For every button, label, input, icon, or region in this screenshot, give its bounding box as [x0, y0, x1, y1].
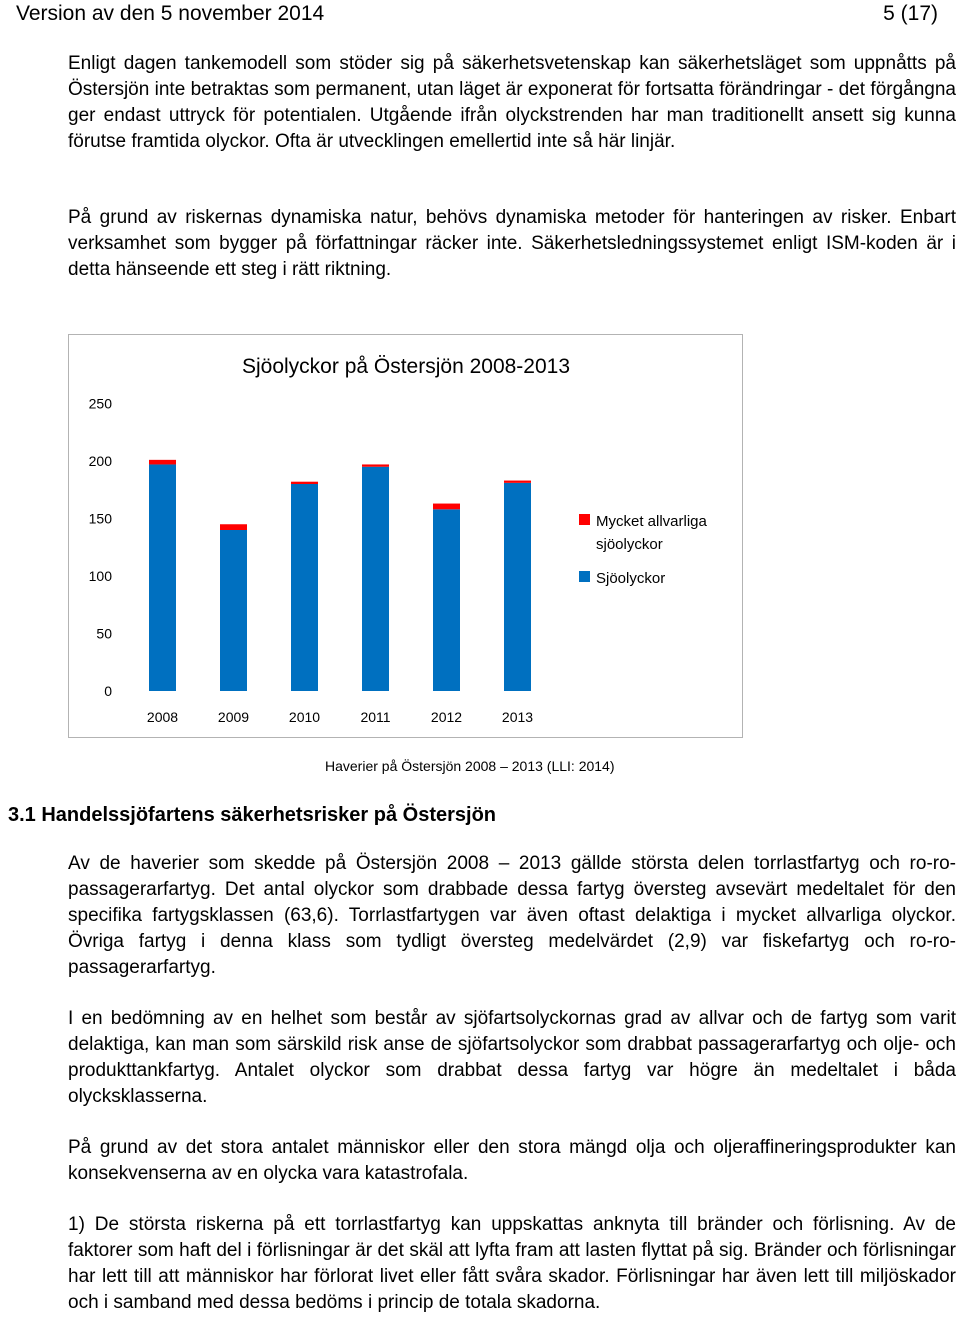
bar-mycket-allvarliga: [433, 504, 460, 510]
y-tick-label: 150: [88, 510, 112, 527]
bar-sjoolyckor: [362, 467, 389, 691]
paragraph-3: Av de haverier som skedde på Östersjön 2008 – 2013 gällde största delen torrlastfartyg och ro-ro-passagerarfartyg. Det antal olyckor som drabbade dessa fartyg översteg avsevärt medeltalet för den specifika fartygsklassen (63,6). Torrlastfartygen var även oftast delaktiga i mycket allvarliga olyckor. Övriga fartyg i denna klass som tydligt översteg medelvärdet (2,9) var fiskefartyg och ro-ro-passagerarfartyg.: [68, 853, 956, 978]
y-tick-label: 200: [88, 453, 112, 469]
bar-mycket-allvarliga: [220, 524, 247, 530]
x-tick-label: 2012: [430, 709, 463, 725]
version-label: Version av den 5 november 2014: [16, 2, 325, 25]
y-tick-label: 250: [88, 395, 112, 412]
y-tick-label: 0: [104, 683, 112, 699]
bar-sjoolyckor: [504, 483, 531, 691]
x-tick-label: 2008: [146, 709, 179, 725]
bar-mycket-allvarliga: [149, 460, 176, 465]
bar-mycket-allvarliga: [504, 481, 531, 483]
paragraph-2: På grund av riskernas dynamiska natur, behövs dynamiska metoder för hanteringen av risker. Enbart verksamhet som bygger på författningar räcker inte. Säkerhetsledningssystemet enligt ISM-koden är i detta hänseende ett steg i rätt riktning.: [68, 207, 956, 280]
paragraph-4: I en bedömning av en helhet som består av sjöfartsolyckornas grad av allvar och de fartyg som varit delaktiga, kan man som särskild risk anse de sjöfartsolyckor som drabbat passagerarfartyg och olje- och produkttankfartyg. Antalet olyckor som drabbat dessa fartyg var högre än medeltalet i båda olycksklasserna.: [68, 1008, 956, 1107]
legend-swatch-blue: [579, 571, 590, 582]
page-header: [0, 0, 960, 28]
page-number: 5 (17): [883, 2, 938, 25]
section-heading: 3.1 Handelssjöfartens säkerhetsrisker på Östersjön: [8, 804, 497, 826]
legend-swatch-red: [579, 514, 590, 525]
chart-caption: Haverier på Östersjön 2008 – 2013 (LLI: 2014): [325, 758, 615, 774]
bar-sjoolyckor: [433, 509, 460, 691]
legend-label-mycket-allvarliga: Mycket allvarliga: [596, 513, 707, 530]
chart-title: Sjöolyckor på Östersjön 2008-2013: [241, 355, 571, 378]
y-tick-label: 50: [96, 625, 112, 642]
bar-mycket-allvarliga: [362, 464, 389, 466]
chart-frame: [68, 334, 743, 738]
bar-mycket-allvarliga: [291, 482, 318, 484]
legend-label-mycket-allvarliga-line2: sjöolyckor: [596, 536, 663, 553]
bar-sjoolyckor: [291, 484, 318, 691]
legend-label-sjoolyckor: Sjöolyckor: [596, 570, 666, 587]
x-tick-label: 2011: [360, 709, 391, 725]
paragraph-5: På grund av det stora antalet människor eller den stora mängd olja och oljeraffineringsprodukter kan konsekvenserna av en olycka vara katastrofala.: [68, 1137, 956, 1184]
y-tick-label: 100: [88, 568, 112, 584]
paragraph-6: 1) De största riskerna på ett torrlastfartyg kan uppskattas anknyta till bränder och förlisning. Av de faktorer som haft del i förlisningar är det skäl att lyfta fram att lasten flyttat på sig. Bränder och förlisningar har lett till att människor har förlorat livet eller fått svåra skador. Förlisningar har även lett till miljöskador och i samband med dessa bedöms i princip de totala skadorna.: [68, 1214, 956, 1313]
bar-sjoolyckor: [149, 464, 176, 691]
bar-chart: [69, 335, 742, 737]
bar-sjoolyckor: [220, 530, 247, 691]
paragraph-1: Enligt dagen tankemodell som stöder sig på säkerhetsvetenskap kan säkerhetsläget som uppnåtts på Östersjön inte betraktas som permanent, utan läget är exponerat för fortsatta förändringar - det förgångna ger endast uttryck för potentialen. Utgående ifrån olyckstrenden har man traditionellt ansett sig kunna förutse framtida olyckor. Ofta är utvecklingen emellertid inte så här linjär.: [68, 53, 956, 152]
x-tick-label: 2009: [217, 709, 250, 725]
x-tick-label: 2010: [288, 709, 321, 725]
x-tick-label: 2013: [501, 709, 534, 725]
